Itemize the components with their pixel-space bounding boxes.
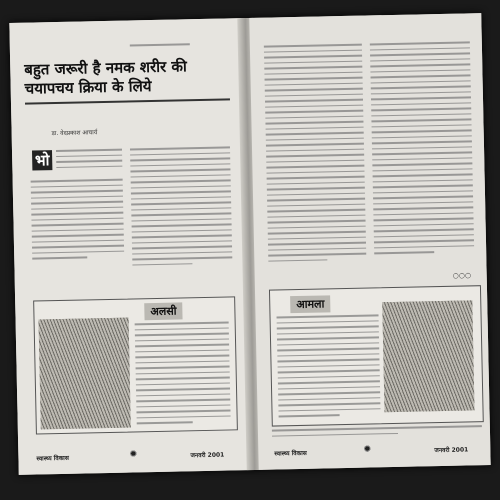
sidebar-box-amla [269, 285, 484, 426]
right-text-column-1 [264, 44, 367, 266]
footer-ornament-icon-right [362, 443, 372, 453]
article-headline: बहुत जरूरी है नमक शरीर की चयापचय क्रिया के लिये [24, 56, 230, 104]
amla-plant-photo [382, 300, 474, 412]
right-bottom-text [272, 425, 482, 440]
magazine-spread [9, 13, 490, 475]
footer-month-right: जनवरी 2001 [434, 446, 469, 455]
left-page [9, 18, 250, 475]
right-text-column-2 [370, 41, 474, 258]
text-column-2 [130, 146, 233, 269]
box-title-alsi: अलसी [144, 302, 183, 320]
flax-plant-photo [39, 318, 131, 430]
drop-cap: भो [32, 150, 52, 170]
text-column-1a [56, 149, 122, 172]
footer-brand-right: स्वास्थ्य विकास [274, 449, 307, 458]
article-byline: डा. वेदप्रकाश आचार्य [51, 129, 98, 138]
footer-brand-left: स्वास्थ्य विकास [36, 454, 69, 463]
box-title-amla: आमला [290, 295, 330, 313]
end-marks: ○○○ [452, 271, 472, 280]
box-text-alsi [135, 321, 231, 427]
right-page [249, 13, 490, 470]
text-column-top [130, 42, 230, 50]
footer-month-left: जनवरी 2001 [190, 451, 225, 460]
footer-ornament-icon [128, 448, 138, 458]
sidebar-box-alsi [33, 296, 238, 434]
box-text-amla [277, 314, 381, 421]
text-column-1b [31, 179, 125, 263]
